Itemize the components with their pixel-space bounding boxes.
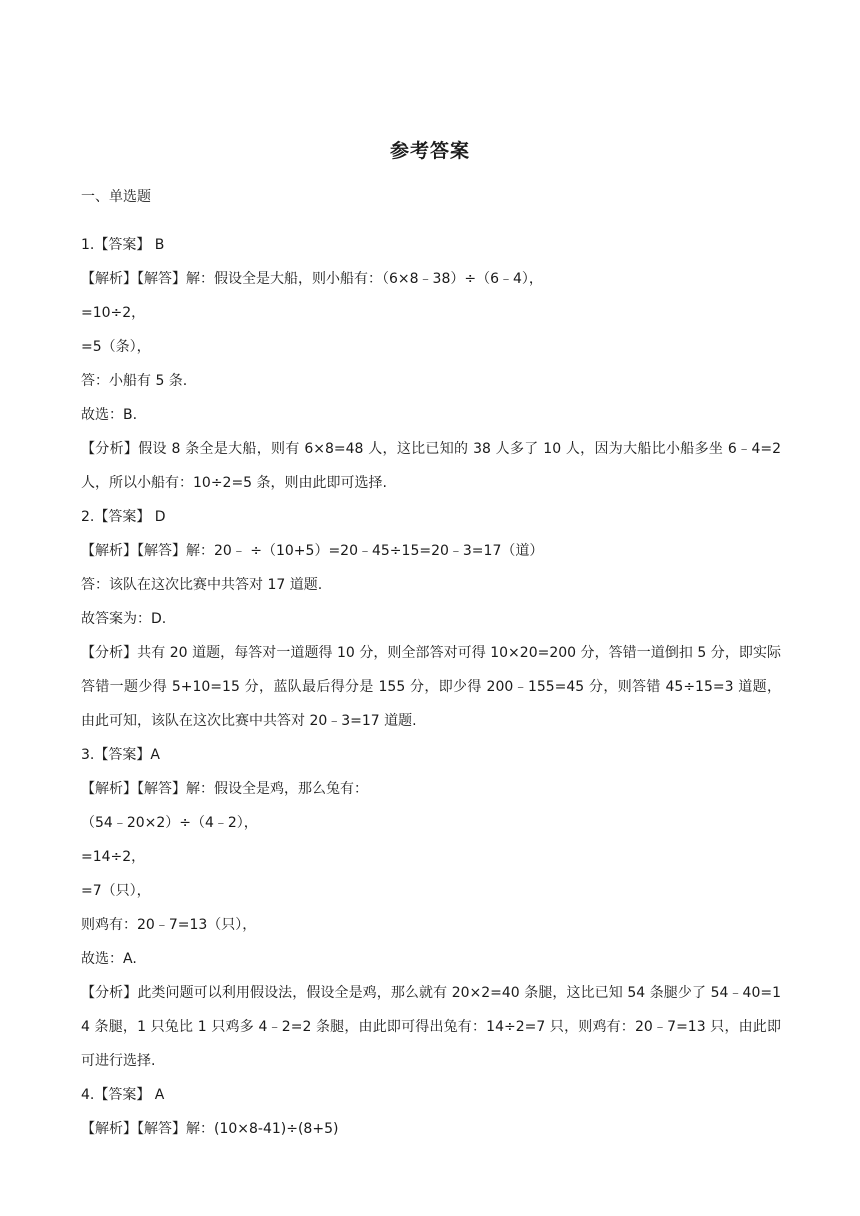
q3-analysis: 【分析】此类问题可以利用假设法，假设全是鸡，那么就有 20×2=40 条腿，这比已知 54 条腿少了 54﹣40=14 条腿，1 只兔比 1 只鸡多 4﹣2=2 条腿，由此即可得出兔有：14÷2=7 只，则鸡有：20﹣7=13 只，由此即可进行选择. bbox=[81, 985, 781, 1069]
q3-solution-line: 故选：A. bbox=[81, 951, 137, 967]
q1-answer: 1.【答案】 B bbox=[81, 237, 165, 253]
q1-solution-line: 故选：B. bbox=[81, 407, 138, 423]
q4-solution-line: 【解析】【解答】解：(10×8-41)÷(8+5) bbox=[81, 1121, 339, 1137]
section-heading: 一、单选题 bbox=[81, 189, 151, 205]
q1-solution-line: =10÷2， bbox=[81, 305, 146, 321]
q2-analysis: 【分析】共有 20 道题，每答对一道题得 10 分，则全部答对可得 10×20=200 分，答错一道倒扣 5 分，即实际答错一题少得 5+10=15 分，蓝队最后得分是 155 分，即少得 200﹣155=45 分，则答错 45÷15=3 道题，由此可知，该队在这次比赛中共答对 20﹣3=17 道题. bbox=[81, 645, 781, 729]
q2-solution-line: 答：该队在这次比赛中共答对 17 道题. bbox=[81, 577, 323, 593]
q3-solution-line: 【解析】【解答】解：假设全是鸡，那么兔有： bbox=[81, 781, 368, 797]
q3-answer: 3.【答案】A bbox=[81, 747, 160, 763]
q3-solution-line: 则鸡有：20﹣7=13（只）， bbox=[81, 917, 257, 933]
q4-answer: 4.【答案】 A bbox=[81, 1087, 165, 1103]
q2-solution-line: 故答案为：D. bbox=[81, 611, 167, 627]
q2-solution-line: 【解析】【解答】解：20﹣ ÷（10+5）=20﹣45÷15=20﹣3=17（道） bbox=[81, 543, 544, 559]
answer-content bbox=[81, 228, 781, 1146]
q3-solution-line: =7（只）， bbox=[81, 883, 151, 899]
q3-solution-line: =14÷2， bbox=[81, 849, 146, 865]
q2-answer: 2.【答案】 D bbox=[81, 509, 166, 525]
q1-solution-line: 答：小船有 5 条. bbox=[81, 373, 188, 389]
q1-solution-line: 【解析】【解答】解：假设全是大船，则小船有：（6×8﹣38）÷（6﹣4）， bbox=[81, 271, 543, 287]
q1-analysis: 【分析】假设 8 条全是大船，则有 6×8=48 人，这比已知的 38 人多了 10 人，因为大船比小船多坐 6﹣4=2 人，所以小船有：10÷2=5 条，则由此即可选择. bbox=[81, 441, 781, 491]
q3-solution-line: （54﹣20×2）÷（4﹣2）， bbox=[81, 815, 258, 831]
q1-solution-line: =5（条）， bbox=[81, 339, 151, 355]
page-title: 参考答案 bbox=[389, 140, 470, 162]
